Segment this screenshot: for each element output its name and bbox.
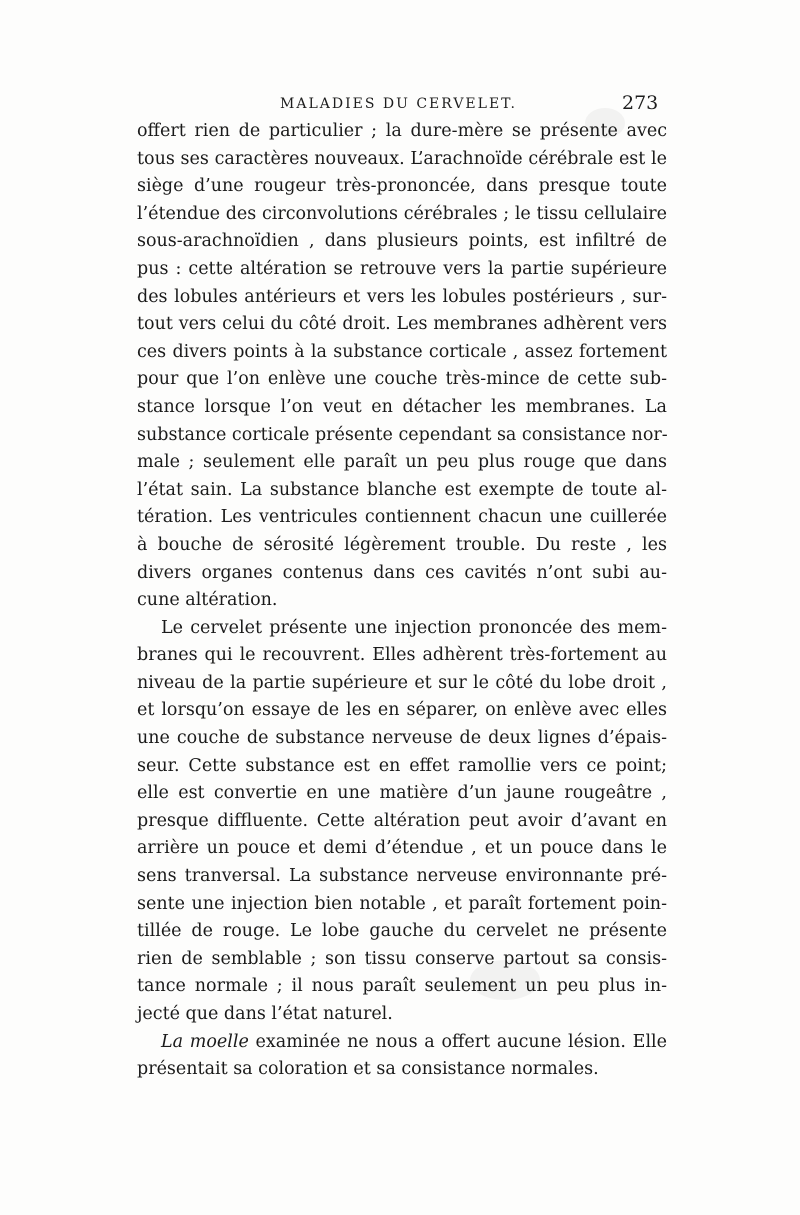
text-line: à bouche de sérosité légèrement trouble. Du reste , les	[137, 534, 667, 555]
text-line: tération. Les ventricules contiennent chacun une cuillerée	[137, 507, 667, 528]
text-line: pour que l’on enlève une couche très-mince de cette sub-	[137, 369, 667, 390]
text-line: sens tranversal. La substance nerveuse environnante pré-	[137, 866, 667, 887]
text-line: niveau de la partie supérieure et sur le côté du lobe droit ,	[137, 672, 667, 693]
text-line: presque diffluente. Cette altération peut avoir d’avant en	[137, 810, 667, 831]
text-line: une couche de substance nerveuse de deux lignes d’épais-	[137, 728, 667, 749]
text-line: des lobules antérieurs et vers les lobules postérieurs , sur-	[137, 286, 667, 307]
text-line: offert rien de particulier ; la dure-mère se présente avec	[137, 121, 667, 141]
text-line: branes qui le recouvrent. Elles adhèrent très-fortement au	[137, 645, 667, 666]
text-line: rien de semblable ; son tissu conserve partout sa consis-	[137, 948, 667, 969]
text-line: sous-arachnoïdien , dans plusieurs points, est infiltré de	[137, 231, 667, 252]
text-line: pus : cette altération se retrouve vers la partie supérieure	[137, 258, 667, 279]
text-line: ces divers points à la substance corticale , assez fortement	[137, 341, 667, 362]
text-line: cune altération.	[137, 590, 278, 611]
text-line: seur. Cette substance est en effet ramollie vers ce point;	[137, 755, 667, 776]
text-line: male ; seulement elle paraît un peu plus rouge que dans	[137, 452, 667, 473]
text-fragment: examinée ne nous a offert aucune lésion. Elle	[248, 1031, 667, 1052]
text-line: tance normale ; il nous paraît seulement un peu plus in-	[137, 976, 667, 997]
page-number: 273	[622, 92, 659, 114]
text-line: siège d’une rougeur très-prononcée, dans presque toute	[137, 176, 667, 197]
text-line: Le cervelet présente une injection prononcée des mem-	[161, 617, 667, 638]
text-line: divers organes contenus dans ces cavités n’ont subi au-	[137, 562, 667, 583]
text-line: tout vers celui du côté droit. Les membranes adhèrent vers	[137, 314, 667, 335]
text-line: sente une injection bien notable , et paraît fortement poin-	[137, 893, 667, 914]
text-line: substance corticale présente cependant sa consistance nor-	[137, 424, 668, 445]
text-line: présentait sa coloration et sa consistance normales.	[137, 1059, 599, 1080]
text-line: et lorsqu’on essaye de les en séparer, on enlève avec elles	[137, 700, 667, 721]
italic-term: La moelle	[161, 1031, 249, 1052]
text-line: tillée de rouge. Le lobe gauche du cervelet ne présente	[137, 921, 667, 942]
text-line: elle est convertie en une matière d’un jaune rougeâtre ,	[137, 783, 667, 804]
text-line	[137, 1029, 667, 1057]
text-line: arrière un pouce et demi d’étendue , et un pouce dans le	[137, 838, 667, 859]
text-line: l’état sain. La substance blanche est exempte de toute al-	[137, 479, 667, 500]
running-title: MALADIES DU CERVELET.	[280, 96, 517, 112]
text-line: jecté que dans l’état naturel.	[137, 1004, 393, 1024]
text-line: tous ses caractères nouveaux. L’arachnoïde cérébrale est le	[137, 148, 667, 169]
text-line: l’étendue des circonvolutions cérébrales ; le tissu cellulaire	[137, 203, 667, 224]
text-line: stance lorsque l’on veut en détacher les membranes. La	[137, 396, 667, 417]
body-text	[137, 118, 667, 1084]
